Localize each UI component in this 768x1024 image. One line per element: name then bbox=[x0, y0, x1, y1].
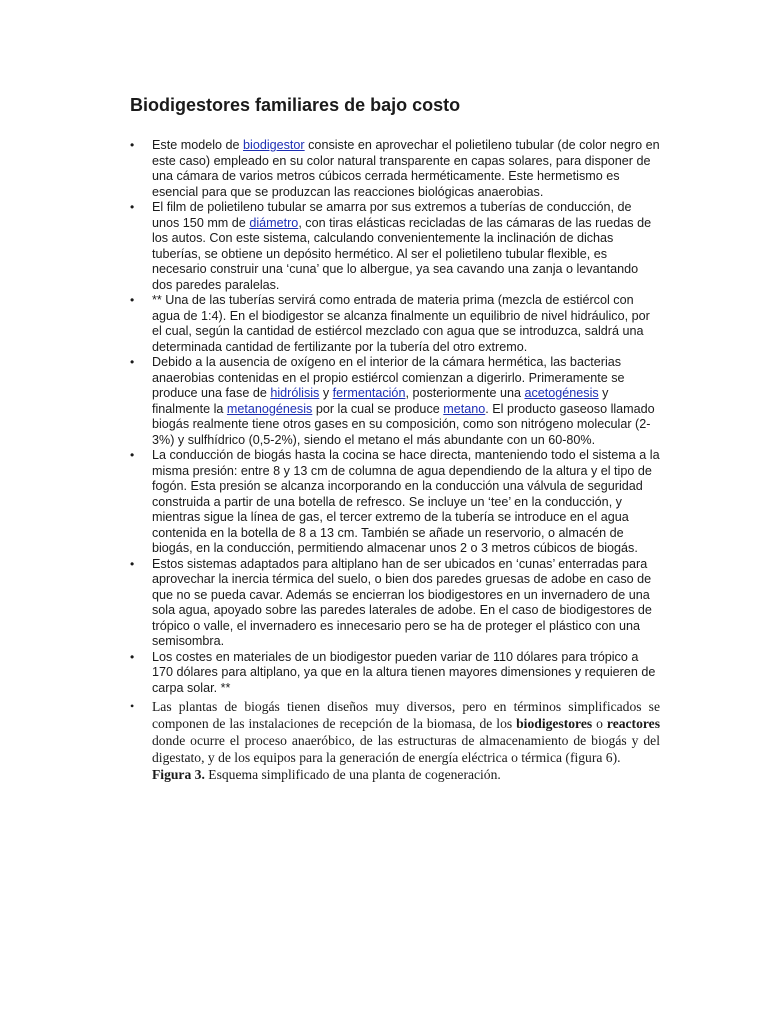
paragraph-text: y finalmente la bbox=[152, 386, 609, 416]
paragraph-text: Las plantas de biogás tienen diseños muy diversos, pero en términos simplificados se componen de las instalaciones de recepción de la biomasa, de los bbox=[152, 699, 660, 731]
wiki-link[interactable]: metanogénesis bbox=[226, 401, 313, 416]
bold-term: biodigestores bbox=[516, 716, 593, 731]
paragraph-text: La conducción de biogás hasta la cocina se hace directa, manteniendo todo el sistema a la misma presión: entre 8 y 13 cm de columna de agua dependiendo de la altura y el tipo de fogón. Esta presión se alcanza incorporando en la conducción una válvula de seguridad construida a partir de una botella de refresco. Se incluye un ‘tee’ en la conducción, y mientras sigue la línea de gas, el tercer extremo de la tubería se introduce en el agua contenida en la botella de 8 a 13 cm. También se añade un reservorio, o almacén de biogás, en la conducción, permitiendo almacenar unos 2 o 3 metros cúbicos de biogás. bbox=[152, 448, 660, 555]
wiki-link[interactable]: diámetro bbox=[249, 215, 299, 230]
wiki-link[interactable]: fermentación bbox=[332, 386, 406, 400]
paragraph-text: donde ocurre el proceso anaeróbico, de las estructuras de almacenamiento de biogás y del digestato, y de los equipos para la generación de energía eléctrica o térmica (figura 6). bbox=[152, 733, 660, 765]
paragraph-text: ** Una de las tuberías servirá como entrada de materia prima (mezcla de estiércol con agua de 1:4). En el biodigestor se alcanza finalmente un equilibrio de nivel hidráulico, por el cual, según la cantidad de estiércol mezclado con agua que se introduzca, saldrá una determinada cantidad de fertilizante por la tubería del otro extremo. bbox=[152, 293, 650, 354]
bold-term: reactores bbox=[606, 716, 660, 731]
paragraph-text: consiste en aprovechar el polietileno tubular (de color negro en este caso) empleado en su color natural transparente en capas solares, para disponer de una cámara de varios metros cúbicos cerrada herméticamente. Este hermetismo es esencial para que se produzcan las reacciones biológicas anaerobias. bbox=[152, 138, 660, 199]
bullet-icon: • bbox=[130, 355, 135, 369]
page-title: Biodigestores familiares de bajo costo bbox=[130, 95, 461, 115]
bullet-icon: • bbox=[130, 448, 135, 462]
bullet-icon: • bbox=[130, 649, 135, 664]
paragraph-text: Este modelo de bbox=[152, 138, 244, 152]
wiki-link[interactable]: acetogénesis bbox=[524, 386, 599, 400]
paragraph-text: . El producto gaseoso llamado biogás realmente tiene otros gases en su composición, como son nitrógeno molecular (2-3%) y sulfhídrico (0,5-2%), siendo el metano el más abundante con un 60-80%. bbox=[152, 401, 655, 447]
list-item bbox=[130, 138, 660, 200]
list-item bbox=[130, 293, 660, 355]
paragraph-text: Debido a la ausencia de oxígeno en el interior de la cámara hermética, las bacterias anaerobias contenidas en el propio estiércol comienzan a digerirlo. Primeramente se produce una fase de bbox=[152, 355, 625, 400]
figure-caption-text: Esquema simplificado de una planta de cogeneración. bbox=[204, 767, 501, 782]
paragraph-text: Estos sistemas adaptados para altiplano han de ser ubicados en ‘cunas’ enterradas para aprovechar la inercia térmica del suelo, o bien dos paredes gruesas de adobe en caso de que no se pueda cavar. Además se encierran los biodigestores en un invernadero de una sola agua, apoyado sobre las paredes laterales de adobe. En el caso de biodigestores de trópico o valle, el invernadero es innecesario pero se ha de proteger el plástico con una semisombra. bbox=[152, 556, 652, 648]
paragraph-text: , con tiras elásticas recicladas de las cámaras de las ruedas de los autos. Con este sistema, calculando convenientemente la inclinación de dichas tuberías, se obtiene un depósito hermético. Al ser el polietileno tubular flexible, es necesario construir una ‘cuna’ que lo albergue, ya sea cavando una zanja o levantando dos paredes paralelas. bbox=[152, 215, 652, 292]
paragraph-text: y bbox=[319, 386, 333, 400]
paragraph-text: El film de polietileno tubular se amarra por sus extremos a tuberías de conducción, de unos 150 mm de bbox=[152, 200, 632, 230]
paragraph-text: Los costes en materiales de un biodigestor pueden variar de 110 dólares para trópico a 170 dólares para altiplano, ya que en la altura tienen mayores dimensiones y requieren de carpa solar. ** bbox=[152, 649, 656, 695]
list-item bbox=[130, 200, 660, 293]
paragraph-text: o bbox=[592, 716, 607, 731]
wiki-link[interactable]: biodigestor bbox=[243, 138, 305, 152]
bullet-list bbox=[130, 138, 660, 766]
list-item bbox=[130, 448, 660, 557]
figure-caption-label: Figura 3. bbox=[152, 767, 205, 782]
bullet-icon: • bbox=[130, 293, 135, 307]
wiki-link[interactable]: metano bbox=[443, 401, 486, 416]
list-item bbox=[130, 557, 660, 650]
paragraph-text: por la cual se produce bbox=[312, 401, 444, 416]
list-item bbox=[130, 650, 660, 697]
document-body bbox=[130, 94, 660, 783]
figure-caption bbox=[130, 766, 660, 783]
bullet-icon: • bbox=[130, 200, 135, 214]
bullet-icon: • bbox=[130, 138, 135, 152]
bullet-icon: • bbox=[130, 699, 135, 713]
paragraph-text: , posteriormente una bbox=[405, 386, 525, 400]
list-item bbox=[130, 355, 660, 448]
wiki-link[interactable]: hidrólisis bbox=[270, 386, 320, 400]
bullet-icon: • bbox=[130, 556, 135, 571]
list-item bbox=[130, 698, 660, 766]
